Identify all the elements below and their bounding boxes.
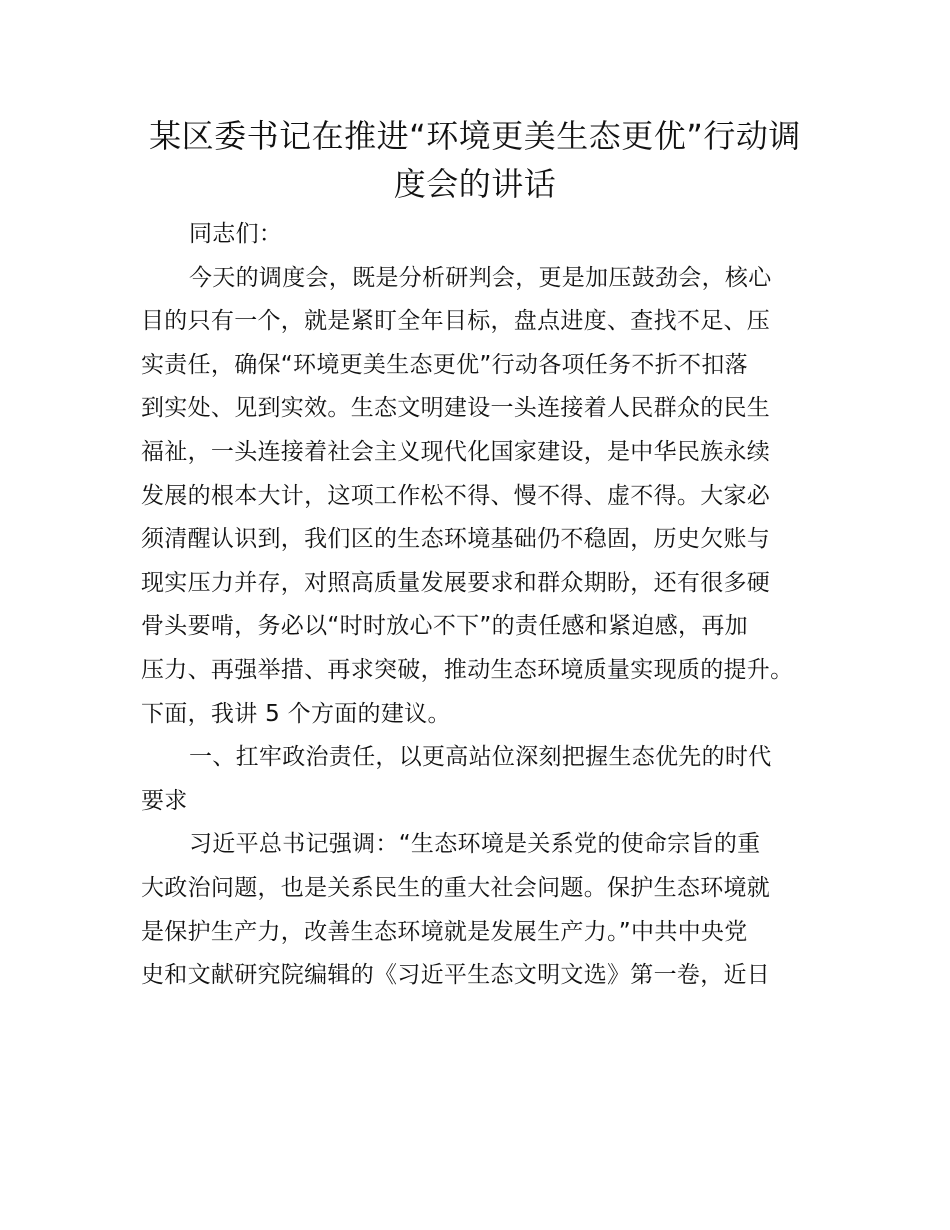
text-line: 发展的根本大计，这项工作松不得、慢不得、虚不得。大家必 [141, 482, 771, 509]
text-line: 到实处、见到实效。生态文明建设一头连接着人民群众的民生 [141, 395, 771, 422]
text-line: 实责任，确保“环境更美生态更优”行动各项任务不折不扣落 [141, 351, 748, 378]
section-heading [141, 736, 831, 823]
text-line: 现实压力并存，对照高质量发展要求和群众期盼，还有很多硬 [141, 569, 771, 596]
text-line: 要求 [141, 787, 188, 814]
text-line: 须清醒认识到，我们区的生态环境基础仍不稳固，历史欠账与 [141, 526, 771, 553]
text-line: 福祉，一头连接着社会主义现代化国家建设，是中华民族永续 [141, 438, 771, 465]
quotation-paragraph [141, 823, 831, 997]
text-line: 一、扛牢政治责任，以更高站位深刻把握生态优先的时代 [189, 744, 772, 771]
opening-paragraph [141, 257, 831, 737]
text-line: 压力、再强举措、再求突破，推动生态环境质量实现质的提升。 [141, 656, 794, 683]
text-line: 习近平总书记强调：“生态环境是关系党的使命宗旨的重 [189, 831, 761, 858]
text-line: 是保护生产力，改善生态环境就是发展生产力。”中共中央党 [141, 918, 748, 945]
text-line: 同志们： [189, 221, 283, 247]
text-line: 目的只有一个，就是紧盯全年目标，盘点进度、查找不足、压 [141, 308, 771, 335]
text-line: 大政治问题，也是关系民生的重大社会问题。保护生态环境就 [141, 874, 771, 901]
text-line: 史和文献研究院编辑的《习近平生态文明文选》第一卷，近日 [141, 962, 771, 989]
text-line: 下面，我讲 5 个方面的建议。 [141, 700, 451, 727]
salutation-paragraph [141, 213, 831, 257]
page-title [120, 112, 830, 208]
title-line: 某区委书记在推进“环境更美生态更优”行动调 [149, 117, 801, 155]
text-line: 今天的调度会，既是分析研判会，更是加压鼓劲会，核心 [189, 264, 772, 291]
text-line: 骨头要啃，务必以“时时放心不下”的责任感和紧迫感，再加 [141, 613, 748, 640]
document-body [141, 213, 831, 998]
title-line: 度会的讲话 [393, 165, 557, 203]
